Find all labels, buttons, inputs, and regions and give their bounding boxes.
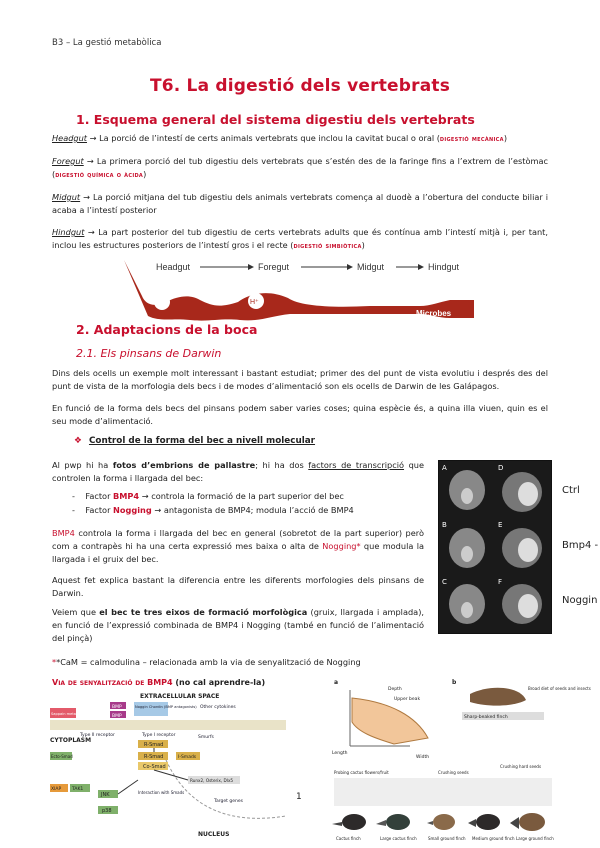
term-hindgut: Hindgut	[52, 227, 85, 237]
gut-label-hindgut: Hindgut	[428, 262, 460, 272]
svg-text:Crushing hard seeds: Crushing hard seeds	[500, 764, 542, 769]
microbes-label: Microbes	[416, 309, 452, 318]
svg-text:Small ground finch: Small ground finch	[428, 836, 466, 841]
svg-text:Cactus finch: Cactus finch	[336, 836, 361, 841]
ion-label: H⁺	[250, 299, 259, 306]
subsection-heading: 2.1. Els pinsans de Darwin	[76, 347, 222, 360]
svg-text:p38: p38	[102, 808, 112, 814]
embryo-photo-grid	[438, 460, 552, 634]
svg-text:Medium ground finch: Medium ground finch	[472, 836, 515, 841]
smurfs-label: Smurfs	[198, 735, 214, 740]
svg-text:Co-Smad: Co-Smad	[143, 764, 166, 770]
section1-heading: 1. Esquema general del sistema digestiu dels vertebrats	[76, 112, 475, 127]
tag-chemical: digestió química o àcida	[55, 170, 144, 179]
svg-text:Runx2, Osterix, Dlx5: Runx2, Osterix, Dlx5	[190, 778, 234, 783]
paragraph-beaks: En funció de la forma dels becs del pinsans podem saber varies coses; quina espècie és, a quina illa viuen, quin es el seu mode d’alimentació.	[52, 403, 548, 426]
definition-foregut: Foregut → La primera porció del tub digestiu dels vertebrats que s’estén des de la faringe fins a l’extrem de l’estòmac (digestió química o àcida)	[52, 156, 548, 179]
svg-text:Length: Length	[332, 751, 348, 756]
svg-text:E: E	[498, 521, 503, 529]
svg-text:Width: Width	[416, 755, 430, 760]
term-foregut: Foregut	[52, 156, 84, 166]
svg-text:Large ground finch: Large ground finch	[516, 836, 554, 841]
gut-label-midgut: Midgut	[357, 262, 385, 272]
paragraph-intro: Dins dels ocells un exemple molt interessant i bastant estudiat; primer des del punt de vista evolutiu i després des del punt de vista de la morfologia dels becs i de modes d’alimentació son els ocells de Darwin de les Galápagos.	[52, 368, 548, 391]
type2-receptor-label: Type II receptor	[80, 733, 115, 738]
term-midgut: Midgut	[52, 192, 81, 202]
page-number: 1	[296, 792, 302, 802]
interaction-label: Interaction with Smads	[138, 790, 185, 795]
svg-text:Broad diet of seeds and insect: Broad diet of seeds and insects	[528, 686, 591, 691]
embryo-panel-b	[439, 518, 495, 575]
svg-text:XIAP: XIAP	[51, 787, 62, 792]
svg-text:R-Smad: R-Smad	[144, 742, 164, 748]
factor-nogging: - Factor Nogging → antagonista de BMP4; modula l’acció de BMP4	[72, 505, 354, 515]
cytokines-label: Other cytokines	[200, 705, 236, 710]
embryo-label-bmp4: Bmp4 -	[562, 540, 599, 551]
bullet-heading: ❖ Control de la forma del bec a nivell molecular	[74, 436, 316, 446]
svg-text:Probing cactus flowers/fruit: Probing cactus flowers/fruit	[334, 770, 389, 775]
svg-text:Ecto-Smad: Ecto-Smad	[51, 754, 73, 759]
svg-text:Noggin Chordin (BMP antagonist: Noggin Chordin (BMP antagonists)	[135, 705, 197, 709]
svg-text:R-Smad: R-Smad	[144, 754, 164, 760]
svg-text:Sappain metabolites: Sappain metabolites	[51, 712, 88, 716]
embryo-panel-f	[495, 575, 551, 633]
cytoplasm-label: CYTOPLASM	[50, 737, 92, 744]
extracellular-label: EXTRACELLULAR SPACE	[140, 693, 220, 700]
running-header: B3 – La gestió metabòlica	[52, 38, 162, 48]
embryo-panel-a	[439, 461, 495, 518]
svg-text:C: C	[442, 578, 447, 586]
embryo-label-ctrl: Ctrl	[562, 485, 580, 496]
gut-label-foregut: Foregut	[258, 262, 290, 272]
type1-receptor-label: Type I receptor	[142, 733, 176, 738]
svg-text:B: B	[442, 521, 447, 529]
diamond-bullet-icon: ❖	[74, 436, 82, 446]
definition-headgut: Headgut → La porció de l’intestí de certs animals vertebrats que inclou la cavitat bucal o oral (digestió mecànica)	[52, 133, 508, 143]
definition-hindgut: Hindgut → La part posterior del tub digestiu de certs vertebrats adults que és contínua amb l’intestí mitjà i, per tant, inclou les estructures posteriors de l’intestí gros i el recte (digestió simbiòtica)	[52, 227, 548, 250]
finch-beak-diagram	[330, 676, 591, 844]
svg-text:Crushing seeds: Crushing seeds	[438, 770, 469, 775]
embryo-panel-c	[439, 575, 495, 633]
gut-label-headgut: Headgut	[156, 262, 191, 272]
panel-a-label: a	[334, 679, 339, 686]
paragraph-axes: Veiem que el bec te tres eixos de formació morfològica (gruix, llargada i amplada), en funció de l’expressió combinada de BMP4 i Nogging (també en funció de l’alimentació del pinçà)	[52, 607, 424, 643]
panel-b-label: b	[452, 679, 457, 686]
paragraph-bmp4: BMP4 controla la forma i llargada del bec en general (sobretot de la part superior) però com a contrapès hi ha una certa expressió mes baixa o alta de Nogging* que modula la llargada i el gruix del bec.	[52, 528, 424, 564]
svg-text:I-Smads: I-Smads	[178, 755, 197, 760]
svg-text:TAK1: TAK1	[72, 787, 84, 792]
section2-heading: 2. Adaptacions de la boca	[76, 322, 258, 337]
svg-text:Upper beak: Upper beak	[394, 697, 421, 702]
svg-text:Large cactus finch: Large cactus finch	[380, 836, 417, 841]
nucleus-label: NUCLEUS	[198, 831, 230, 838]
factor-bmp4: - Factor BMP4 → controla la formació de la part superior del bec	[72, 491, 344, 501]
svg-text:Depth: Depth	[388, 687, 402, 692]
target-genes-label: Target genes	[214, 799, 243, 804]
page-title: T6. La digestió dels vertebrats	[149, 76, 451, 96]
svg-text:JNK: JNK	[101, 792, 110, 798]
embryo-panel-e	[495, 518, 551, 575]
svg-text:Sharp-beaked finch: Sharp-beaked finch	[464, 715, 508, 720]
tag-mechanical: digestió mecànica	[439, 134, 504, 143]
tag-symbiotic: digestió simbiòtica	[293, 241, 362, 250]
svg-text:BMP: BMP	[112, 705, 122, 710]
svg-text:BMP: BMP	[112, 714, 122, 719]
embryo-label-noggin: Noggin	[562, 595, 598, 606]
definition-midgut: Midgut → La porció mitjana del tub digestiu dels animals vertebrats comença al duodè a l’obertura del conducte biliar i acaba a l’intestí posterior	[52, 192, 548, 215]
bmp-pathway-diagram	[48, 690, 288, 840]
pathway-heading: Via de senyalització de BMP4 (no cal aprendre-la)	[52, 678, 266, 687]
paragraph-embryos: Al pwp hi ha fotos d’embrions de pallastre; hi ha dos factors de transcripció que controlen la forma i llargada del bec:	[52, 460, 424, 483]
svg-text:A: A	[442, 464, 447, 472]
embryo-panel-d	[495, 461, 551, 518]
svg-text:F: F	[498, 578, 503, 586]
svg-text:D: D	[498, 464, 504, 472]
paragraph-explains: Aquest fet explica bastant la diferencia entre les diferents morfologies dels pinsans de Darwin.	[52, 575, 424, 598]
term-headgut: Headgut	[52, 133, 88, 143]
footnote: **CaM = calmodulina – relacionada amb la via de senyalització de Nogging	[52, 657, 361, 667]
